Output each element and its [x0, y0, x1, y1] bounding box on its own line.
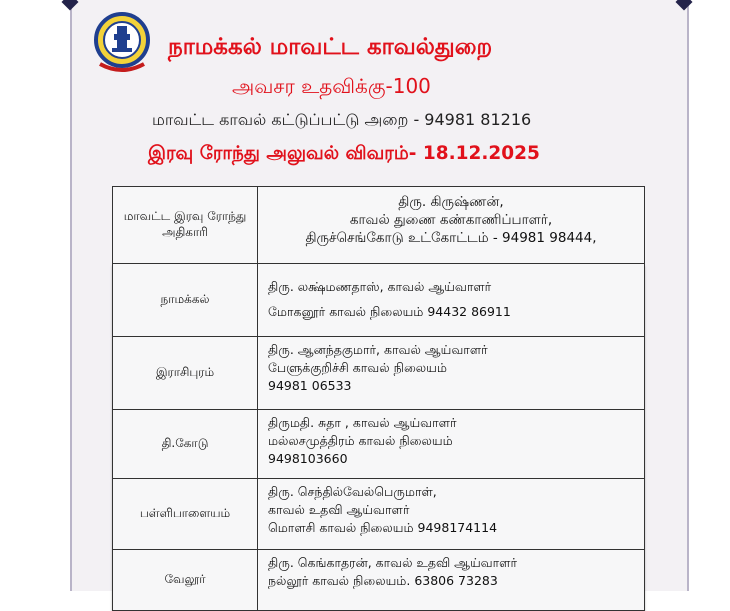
row-label: நாமக்கல்	[113, 264, 258, 336]
detail-line: திரு. செந்தில்வேல்பெருமாள்,	[268, 484, 437, 499]
row-details	[258, 410, 644, 478]
detail-line: திரு. கெங்காதரன், காவல் உதவி ஆய்வாளர்	[268, 555, 517, 570]
row-details	[258, 479, 644, 549]
table-row	[112, 337, 645, 410]
table-row	[112, 410, 645, 479]
control-room-number: மாவட்ட காவல் கட்டுப்பட்டு அறை - 94981 81216	[152, 110, 532, 129]
detail-line: திருமதி. சுதா , காவல் ஆய்வாளர்	[268, 415, 457, 430]
table-row	[112, 264, 645, 337]
detail-line: திரு. லக்ஷ்மணதாஸ், காவல் ஆய்வாளர்	[268, 279, 492, 294]
detail-line: திரு. கிருஷ்ணன்,	[398, 194, 504, 210]
detail-line: நல்லூர் காவல் நிலையம். 63806 73283	[268, 573, 498, 589]
row-label: தி.கோடு	[113, 410, 258, 478]
detail-line: 94981 06533	[268, 378, 352, 394]
row-label: மாவட்ட இரவு ரோந்து அதிகாரி	[113, 187, 258, 263]
row-label: வேலூர்	[113, 550, 258, 610]
page-title: நாமக்கல் மாவட்ட காவல்துறை	[168, 34, 493, 60]
detail-line: பேளுக்குறிச்சி காவல் நிலையம்	[268, 360, 447, 376]
patrol-duty-table	[112, 186, 645, 611]
emergency-number: அவசர உதவிக்கு-100	[232, 74, 431, 98]
tamilnadu-police-emblem-icon	[94, 10, 150, 74]
row-details	[258, 264, 644, 336]
row-label: இராசிபுரம்	[113, 337, 258, 409]
detail-line: திரு. ஆனந்தகுமார், காவல் ஆய்வாளர்	[268, 342, 488, 357]
row-details	[258, 187, 644, 263]
detail-line: 9498103660	[268, 451, 348, 467]
detail-line: மொளசி காவல் நிலையம் 9498174114	[268, 520, 498, 536]
row-details	[258, 337, 644, 409]
row-label: பள்ளிபாளையம்	[113, 479, 258, 549]
table-row	[112, 550, 645, 611]
detail-line: காவல் உதவி ஆய்வாளர்	[268, 502, 410, 518]
patrol-heading: இரவு ரோந்து அலுவல் விவரம்- 18.12.2025	[148, 143, 540, 164]
row-details	[258, 550, 644, 610]
table-row	[112, 479, 645, 550]
table-row	[112, 186, 645, 264]
detail-line: மோகனூர் காவல் நிலையம் 94432 86911	[268, 304, 511, 319]
detail-line: காவல் துணை கண்காணிப்பாளர்,	[349, 212, 553, 229]
detail-line: மல்லசமுத்திரம் காவல் நிலையம்	[268, 433, 453, 449]
detail-line: திருச்செங்கோடு உட்கோட்டம் - 94981 98444,	[305, 230, 597, 247]
